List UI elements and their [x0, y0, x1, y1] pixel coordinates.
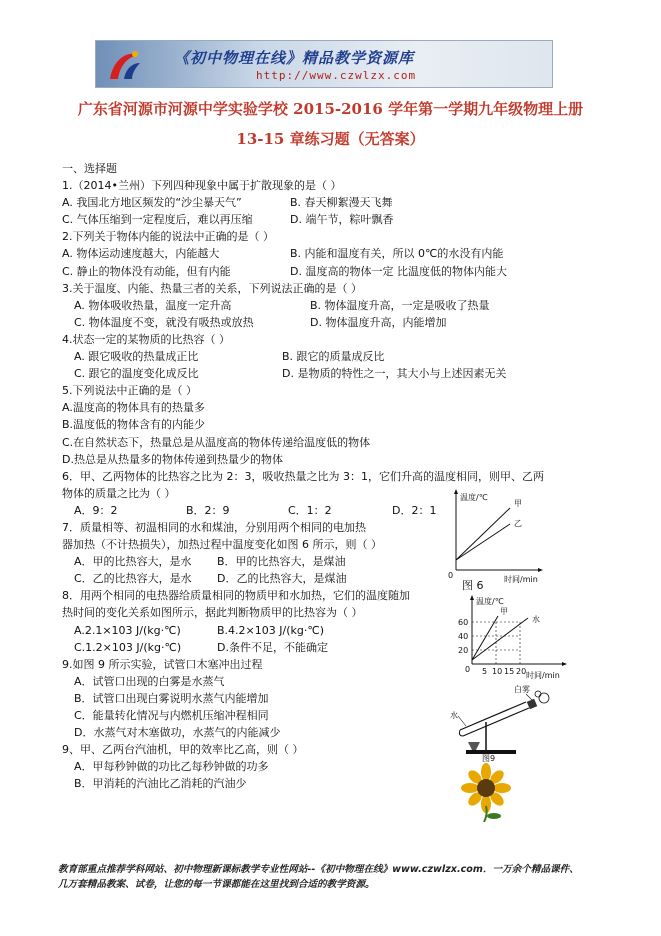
fog-icon [535, 691, 549, 703]
option-a: C. 物体温度不变，就没有吸热或放热 [74, 315, 254, 329]
fig8-ytick: 40 [458, 632, 469, 641]
question-line [62, 297, 602, 314]
fig6-ylabel: 温度/℃ [460, 493, 488, 502]
fig6-xlabel: 时间/min [504, 575, 538, 584]
question-line [62, 416, 602, 433]
fig8-label-water: 水 [532, 615, 540, 624]
question-line [62, 314, 602, 331]
question-line [62, 194, 602, 211]
line-text: A．试管口出现的白雾是水蒸气 [74, 674, 225, 688]
line-text: D.热总是从热量多的物体传递到热量少的物体 [62, 452, 283, 466]
test-tube-icon [459, 699, 537, 736]
fig6-line-yi [456, 524, 510, 560]
option-a: C.1.2×103 J/(kg·℃) [74, 640, 182, 654]
question-line [62, 348, 602, 365]
fig8-xtick: 5 [482, 667, 488, 676]
option-a: C. 跟它的温度变化成反比 [74, 367, 199, 381]
footer-line: 几万套精品教案、试卷，让您的每一节课都能在这里找到合适的教学资源。 [58, 879, 375, 890]
option-b: B. 物体温度升高，一定是吸收了热量 [310, 298, 490, 312]
fig8-ytick: 60 [458, 618, 469, 627]
option: D．2：1 [392, 503, 437, 517]
option-a: A．甲的比热容大，是水 [74, 555, 192, 569]
fig9-label-fog: 白雾 [514, 685, 530, 694]
sunflower-icon [458, 762, 514, 822]
fig6-origin: 0 [448, 571, 454, 580]
question-line [62, 245, 602, 262]
figure-8 [450, 594, 570, 682]
question-line [62, 177, 602, 194]
line-text: 9、甲、乙两台汽油机，甲的效率比乙高，则（ ） [62, 743, 304, 757]
line-text: 5.下列说法中正确的是（ ） [62, 384, 197, 398]
question-line [62, 331, 602, 348]
fig9-label-water: 水 [450, 711, 458, 720]
option-b: B. 跟它的质量成反比 [282, 350, 385, 364]
stand-icon [466, 722, 516, 754]
question-line [62, 280, 602, 297]
option-a: A. 物体吸收热量，温度一定升高 [74, 298, 232, 312]
line-text: 7．质量相等、初温相同的水和煤油，分别用两个相同的电加热 [62, 520, 366, 534]
line-text: C．能量转化情况与内燃机压缩冲程相同 [74, 709, 269, 722]
header-banner [95, 40, 553, 88]
site-logo-icon [104, 45, 144, 85]
line-text: C.在自然状态下，热量总是从温度高的物体传递给温度低的物体 [62, 435, 371, 449]
fig8-xtick: 15 [504, 667, 515, 676]
fig8-xlabel: 时间/min [526, 671, 560, 680]
line-text: A．甲每秒钟做的功比乙每秒钟做的功多 [74, 760, 269, 774]
line-text: 热时间的变化关系如图所示，据此判断物质甲的比热容为（ ） [62, 606, 363, 620]
line-text: A.温度高的物体具有的热量多 [62, 401, 205, 415]
option-a: A.2.1×103 J/(kg·℃) [74, 623, 181, 637]
line-text: D．水蒸气对木塞做功，水蒸气的内能减少 [74, 726, 281, 740]
option-a: A. 物体运动速度越大，内能越大 [62, 247, 220, 261]
line-text: 1.（2014•兰州）下列四种现象中属于扩散现象的是（ ） [62, 179, 342, 193]
fig8-line-jia [472, 616, 498, 660]
page-subtitle: 13-15 章练习题（无答案） [236, 130, 425, 148]
footer-line: 教育部重点推荐学科网站、初中物理新课标教学专业性网站--《初中物理在线》www.czwlzx.com．一万余个精品课件、 [58, 864, 579, 875]
question-line [62, 263, 602, 280]
option: A．9：2 [74, 503, 118, 517]
option-b: B. 内能和温度有关，所以 0℃的水没有内能 [290, 247, 504, 261]
option-b: D．乙的比热容大，是煤油 [217, 572, 347, 586]
option-b: D. 是物质的特性之一，其大小与上述因素无关 [282, 367, 507, 381]
line-text: 3.关于温度、内能、热量三者的关系，下列说法正确的是（ ） [62, 281, 362, 295]
option-b: B.4.2×103 J/(kg·℃) [217, 623, 324, 637]
line-text: 2.下列关于物体内能的说法中正确的是（ ） [62, 230, 274, 244]
option: C．1：2 [288, 503, 332, 517]
question-line [62, 775, 602, 792]
option-b: D. 物体温度升高，内能增加 [310, 315, 447, 329]
option-b: B．甲的比热容大，是煤油 [217, 555, 346, 569]
line-text: B．甲消耗的汽油比乙消耗的汽油少 [74, 777, 247, 791]
question-line [62, 228, 602, 245]
line-text: 一、选择题 [62, 162, 117, 175]
figure-9 [446, 682, 556, 762]
option-b: D. 端午节，粽叶飘香 [290, 213, 394, 227]
banner-title: 《初中物理在线》精品教学资源库 [174, 49, 415, 67]
option-a: A. 跟它吸收的热量成正比 [74, 350, 199, 364]
fig6-caption: 图 6 [462, 579, 484, 592]
fig8-ylabel: 温度/℃ [476, 597, 504, 606]
option-b: B. 春天柳絮漫天飞舞 [290, 196, 393, 210]
fig9-caption: 图9 [482, 754, 496, 762]
question-line [62, 160, 602, 177]
figure-6 [446, 488, 546, 592]
page-title: 广东省河源市河源中学实验学校 2015-2016 学年第一学期九年级物理上册 [77, 100, 584, 118]
question-line [62, 382, 602, 399]
fig8-xtick: 10 [492, 667, 503, 676]
line-text: 9.如图 9 所示实验，试管口木塞冲出过程 [62, 657, 263, 671]
line-text: B.温度低的物体含有的内能少 [62, 418, 206, 432]
question-line [62, 434, 602, 451]
line-text: 8．用两个相同的电热器给质量相同的物质甲和水加热，它们的温度随加 [62, 589, 410, 603]
question-line [62, 365, 602, 382]
option-a: C. 静止的物体没有动能，但有内能 [62, 264, 231, 278]
option-b: D. 温度高的物体一定 比温度低的物体内能大 [290, 264, 507, 278]
question-line [62, 451, 602, 468]
page-footer [58, 862, 603, 892]
line-text: B．试管口出现白雾说明水蒸气内能增加 [74, 691, 269, 705]
line-text: 物体的质量之比为（ ） [62, 486, 176, 500]
line-text: 4.状态一定的某物质的比热容（ ） [62, 332, 230, 346]
option-a: C. 气体压缩到一定程度后，难以再压缩 [62, 213, 253, 227]
fig6-line-jia [456, 508, 510, 560]
question-line [62, 468, 602, 485]
option-b: D.条件不足，不能确定 [217, 640, 328, 654]
fig8-xtick: 20 [516, 667, 527, 676]
option-a: A. 我国北方地区频发的“沙尘暴天气” [62, 196, 242, 210]
banner-url[interactable]: http://www.czwlzx.com [256, 69, 417, 82]
option: B．2：9 [186, 503, 230, 517]
question-line [62, 211, 602, 228]
fig8-ytick: 20 [458, 646, 469, 655]
fig6-label-jia: 甲 [514, 499, 522, 508]
fig6-label-yi: 乙 [514, 519, 522, 528]
line-text: 器加热（不计热损失），加热过程中温度变化如图 6 所示，则（ ） [62, 538, 382, 552]
question-line [62, 399, 602, 416]
fig8-label-jia: 甲 [500, 607, 508, 616]
fig8-origin: 0 [465, 665, 471, 674]
fig8-line-water [472, 618, 528, 660]
line-text: 6．甲、乙两物体的比热容之比为 2：3，吸收热量之比为 3：1，它们升高的温度相同，则甲、乙两 [62, 469, 544, 483]
option-a: C．乙的比热容大，是水 [74, 572, 192, 586]
